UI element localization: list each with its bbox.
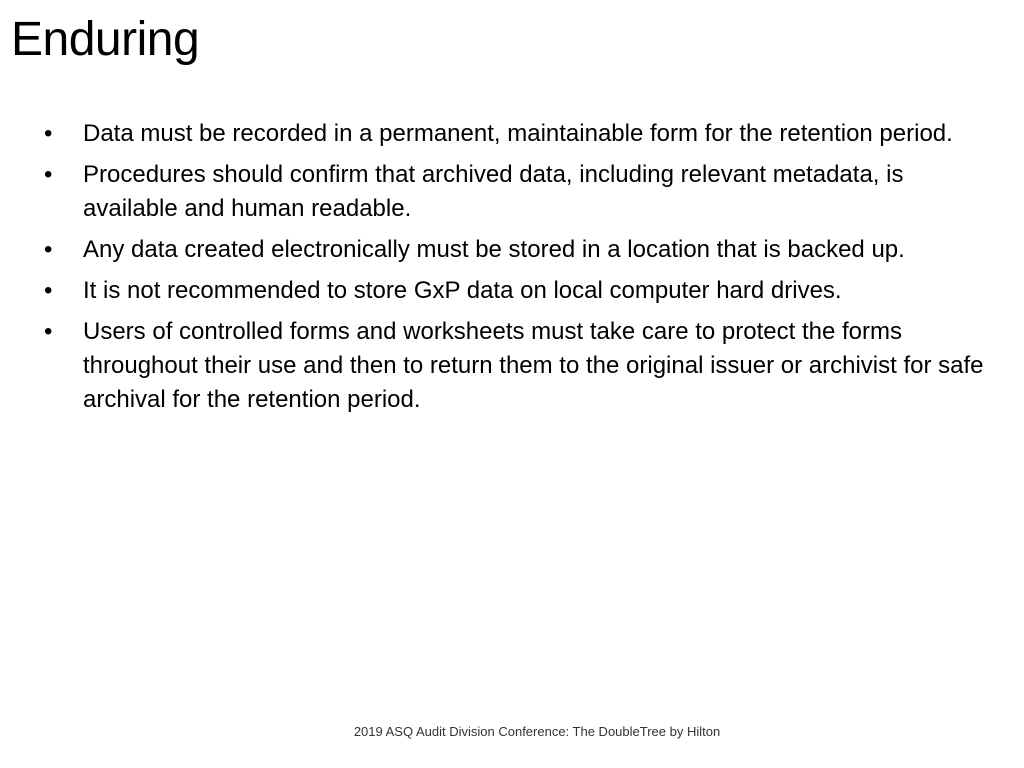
bullet-item: [44, 233, 994, 267]
bullet-text: Data must be recorded in a permanent, maintainable form for the retention period.: [83, 120, 953, 147]
bullet-text: It is not recommended to store GxP data on local computer hard drives.: [83, 277, 842, 304]
bullet-marker: •: [44, 236, 53, 263]
bullet-text: Users of controlled forms and worksheets must take care to protect the forms throughout their use and then to return them to the original issuer or archivist for safe archival for the retention period.: [83, 318, 984, 413]
bullet-item: [44, 315, 994, 417]
bullet-marker: •: [44, 277, 53, 304]
slide-footer: 2019 ASQ Audit Division Conference: The DoubleTree by Hilton: [353, 724, 721, 739]
bullet-marker: •: [44, 120, 53, 147]
bullet-marker: •: [44, 318, 53, 345]
bullet-marker: •: [44, 161, 53, 188]
bullet-item: [44, 274, 994, 308]
bullet-text: Any data created electronically must be stored in a location that is backed up.: [83, 236, 905, 263]
bullet-list: [44, 117, 994, 424]
bullet-item: [44, 117, 994, 151]
bullet-item: [44, 158, 994, 226]
slide-title: Enduring: [11, 13, 200, 66]
bullet-text: Procedures should confirm that archived data, including relevant metadata, is available and human readable.: [83, 161, 904, 222]
